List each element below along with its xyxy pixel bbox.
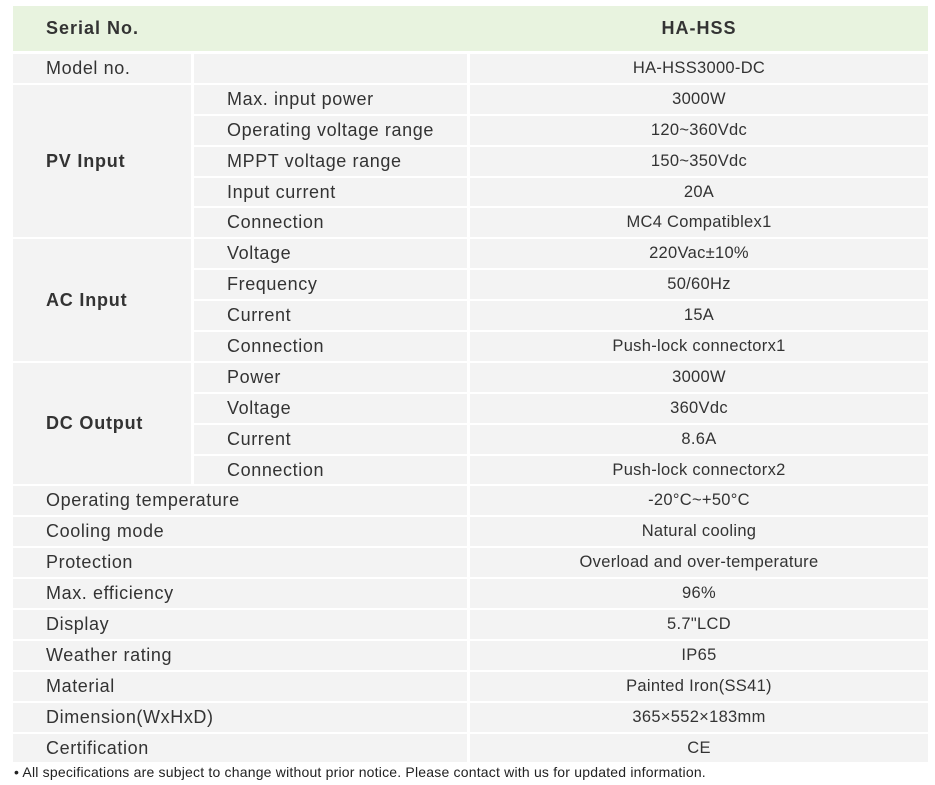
spec-label: MPPT voltage range	[194, 147, 470, 178]
table-row	[13, 610, 928, 641]
spec-label: Operating temperature	[13, 486, 470, 517]
header-row	[13, 6, 928, 54]
spec-value: Painted Iron(SS41)	[470, 672, 928, 703]
spec-value: 365×552×183mm	[470, 703, 928, 734]
spec-value: 150~350Vdc	[470, 147, 928, 178]
spec-label: Weather rating	[13, 641, 470, 672]
spec-value: HA-HSS3000-DC	[470, 54, 928, 85]
table-row	[13, 363, 928, 394]
empty-cell	[194, 54, 470, 85]
spec-label: Connection	[194, 456, 470, 487]
spec-label: Current	[194, 425, 470, 456]
spec-table-body	[13, 6, 928, 764]
table-row	[13, 641, 928, 672]
spec-label: Max. efficiency	[13, 579, 470, 610]
spec-value: IP65	[470, 641, 928, 672]
spec-label: Certification	[13, 734, 470, 765]
spec-value: 96%	[470, 579, 928, 610]
spec-label: Connection	[194, 332, 470, 363]
spec-label: Voltage	[194, 239, 470, 270]
spec-label: Current	[194, 301, 470, 332]
spec-value: 8.6A	[470, 425, 928, 456]
spec-label: Model no.	[13, 54, 194, 85]
spec-value: 3000W	[470, 85, 928, 116]
table-row	[13, 517, 928, 548]
spec-value: 360Vdc	[470, 394, 928, 425]
spec-value: Push-lock connectorx2	[470, 456, 928, 487]
spec-value: 220Vac±10%	[470, 239, 928, 270]
spec-value: 120~360Vdc	[470, 116, 928, 147]
spec-value: CE	[470, 734, 928, 765]
spec-label: Max. input power	[194, 85, 470, 116]
spec-label: Power	[194, 363, 470, 394]
group-label-dc-output: DC Output	[13, 363, 194, 487]
table-row	[13, 239, 928, 270]
spec-table	[13, 6, 928, 764]
spec-value: -20°C~+50°C	[470, 486, 928, 517]
table-row	[13, 672, 928, 703]
spec-label: Material	[13, 672, 470, 703]
spec-label: Display	[13, 610, 470, 641]
spec-label: Connection	[194, 208, 470, 239]
table-row	[13, 734, 928, 765]
spec-value: 50/60Hz	[470, 270, 928, 301]
spec-label: Protection	[13, 548, 470, 579]
spec-value: MC4 Compatiblex1	[470, 208, 928, 239]
spec-label: Voltage	[194, 394, 470, 425]
table-row	[13, 579, 928, 610]
spec-label: Input current	[194, 178, 470, 209]
header-label: Serial No.	[13, 6, 470, 54]
spec-label: Dimension(WxHxD)	[13, 703, 470, 734]
spec-value: 5.7"LCD	[470, 610, 928, 641]
table-row	[13, 703, 928, 734]
spec-value: 15A	[470, 301, 928, 332]
spec-value: Natural cooling	[470, 517, 928, 548]
spec-value: 20A	[470, 178, 928, 209]
spec-label: Cooling mode	[13, 517, 470, 548]
footnote: • All specifications are subject to change without prior notice. Please contact with us for updated information.	[14, 764, 706, 780]
spec-value: Overload and over-temperature	[470, 548, 928, 579]
group-label-pv-input: PV Input	[13, 85, 194, 239]
spec-label: Frequency	[194, 270, 470, 301]
spec-value: Push-lock connectorx1	[470, 332, 928, 363]
group-label-ac-input: AC Input	[13, 239, 194, 363]
table-row	[13, 54, 928, 85]
spec-value: 3000W	[470, 363, 928, 394]
spec-label: Operating voltage range	[194, 116, 470, 147]
header-value: HA-HSS	[470, 6, 928, 54]
table-row	[13, 548, 928, 579]
table-row	[13, 486, 928, 517]
table-row	[13, 85, 928, 116]
